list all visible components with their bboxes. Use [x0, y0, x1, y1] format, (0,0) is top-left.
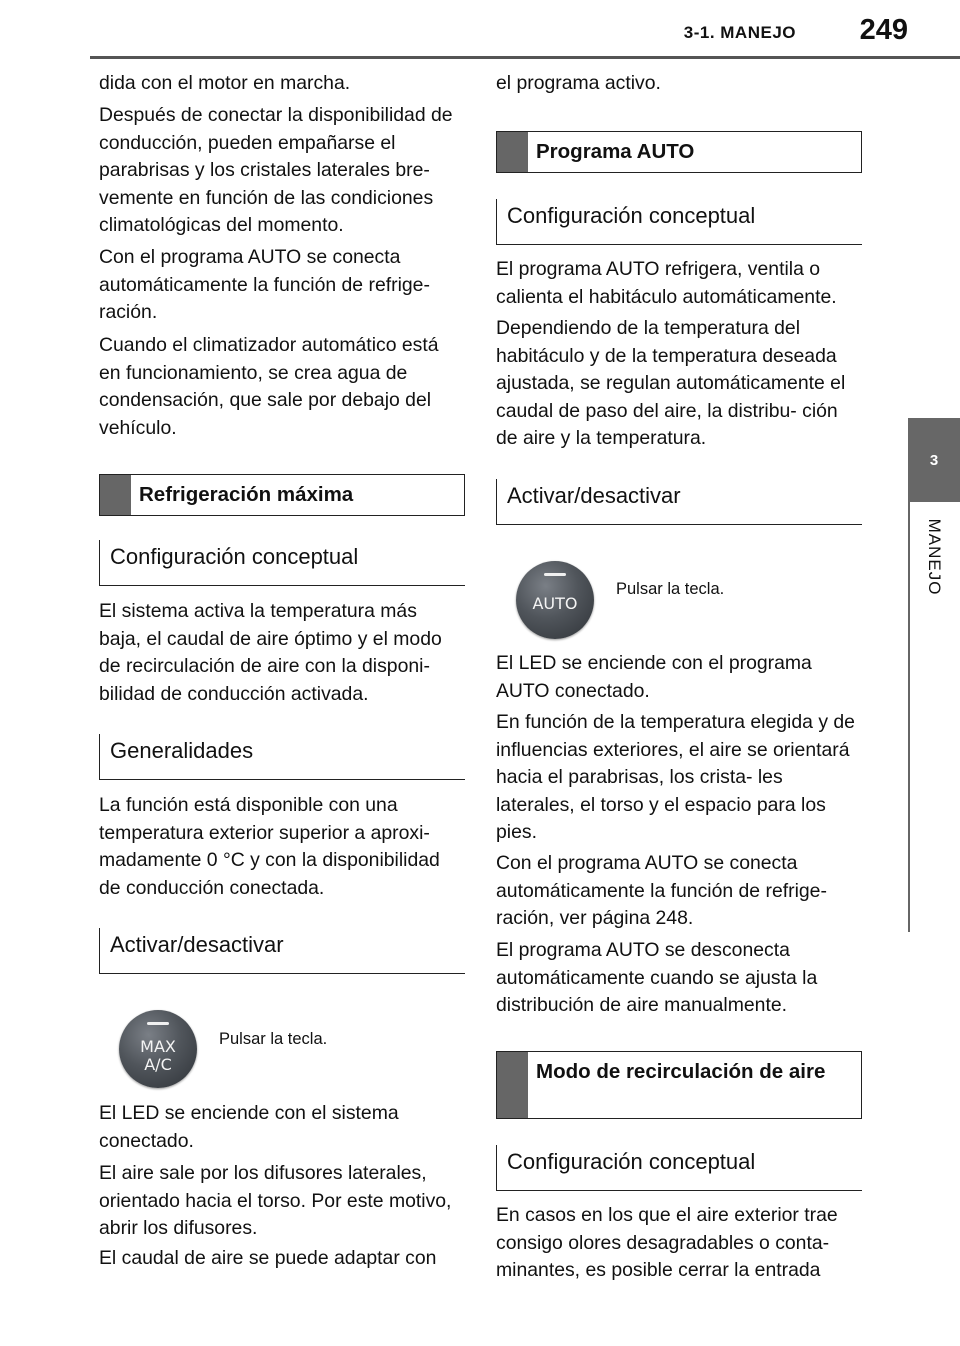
subheading-general: Generalidades [99, 734, 465, 780]
paragraph: El caudal de aire se puede adaptar con [99, 1247, 437, 1269]
section-heading-text: Modo de recirculación de aire [536, 1060, 826, 1083]
section-heading-auto [496, 131, 862, 173]
paragraph: el programa activo. [496, 72, 661, 94]
max-ac-key-icon [119, 1010, 197, 1088]
running-header-section: 3-1. MANEJO [683, 23, 796, 42]
paragraph: En función de la temperatura elegida y de influencias exteriores, el aire se orientará hacia el parabrisas, los crista- les laterales, el torso y el espacio para los pies. [496, 711, 855, 843]
page-number: 249 [859, 14, 908, 46]
chapter-tab: 3 [908, 418, 960, 502]
led-indicator [147, 1022, 169, 1025]
subheading-concept: Configuración conceptual [496, 199, 862, 245]
key-label: MAX [140, 1037, 176, 1056]
key-label: AUTO [532, 594, 578, 613]
paragraph: Dependiendo de la temperatura del habitáculo y de la temperatura deseada ajustada, se regulan automáticamente el caudal de paso del aire, la distribu- ción de aire y la temperatura. [496, 317, 846, 449]
paragraph: El aire sale por los difusores laterales, orientado hacia el torso. Por este motivo, abrir los difusores. [99, 1162, 452, 1239]
section-heading-text: Refrigeración máxima [139, 483, 354, 506]
paragraph: El programa AUTO se desconecta automáticamente cuando se ajusta la distribución de aire manualmente. [496, 939, 818, 1016]
subheading-activate: Activar/desactivar [496, 479, 862, 525]
key-caption: Pulsar la tecla. [616, 580, 725, 598]
paragraph: El LED se enciende con el sistema conectado. [99, 1102, 399, 1152]
paragraph: Con el programa AUTO se conecta automáticamente la función de refrige- ración. [99, 246, 430, 323]
paragraph: Cuando el climatizador automático está en funcionamiento, se crea agua de condensación, que sale por debajo del vehículo. [99, 334, 439, 439]
header-rule [90, 56, 960, 59]
paragraph: El programa AUTO refrigera, ventila o calienta el habitáculo automáticamente. [496, 258, 837, 308]
paragraph: dida con el motor en marcha. [99, 72, 351, 94]
key-caption: Pulsar la tecla. [219, 1030, 328, 1048]
heading-bar [497, 132, 528, 172]
paragraph: El LED se enciende con el programa AUTO conectado. [496, 652, 812, 702]
paragraph: Después de conectar la disponibilidad de conducción, pueden empañarse el parabrisas y los cristales laterales bre- vemente en función de las condiciones climatológicas del momento. [99, 104, 453, 236]
section-heading-recirculation [496, 1051, 862, 1119]
subheading-concept: Configuración conceptual [496, 1145, 862, 1191]
led-indicator [544, 573, 566, 576]
subheading-activate: Activar/desactivar [99, 928, 465, 974]
paragraph: La función está disponible con una temperatura exterior superior a aproxi- madamente 0 °C y con la disponibilidad de conducción conectada. [99, 794, 440, 899]
section-heading-text: Programa AUTO [536, 140, 695, 163]
heading-bar [497, 1052, 528, 1118]
auto-key-icon [516, 561, 594, 639]
subheading-concept: Configuración conceptual [99, 540, 465, 586]
key-label: A/C [144, 1055, 172, 1074]
section-heading-max-cooling [99, 474, 465, 516]
heading-bar [100, 475, 131, 515]
paragraph: En casos en los que el aire exterior trae consigo olores desagradables o conta- minantes, es posible cerrar la entrada [496, 1204, 838, 1281]
chapter-tab-rule [908, 502, 910, 932]
paragraph: Con el programa AUTO se conecta automáticamente la función de refrige- ración, ver página 248. [496, 852, 827, 929]
paragraph: El sistema activa la temperatura más baja, el caudal de aire óptimo y el modo de recirculación de aire con la disponi- bilidad de conducción activada. [99, 600, 442, 705]
chapter-label: MANEJO [925, 518, 944, 596]
